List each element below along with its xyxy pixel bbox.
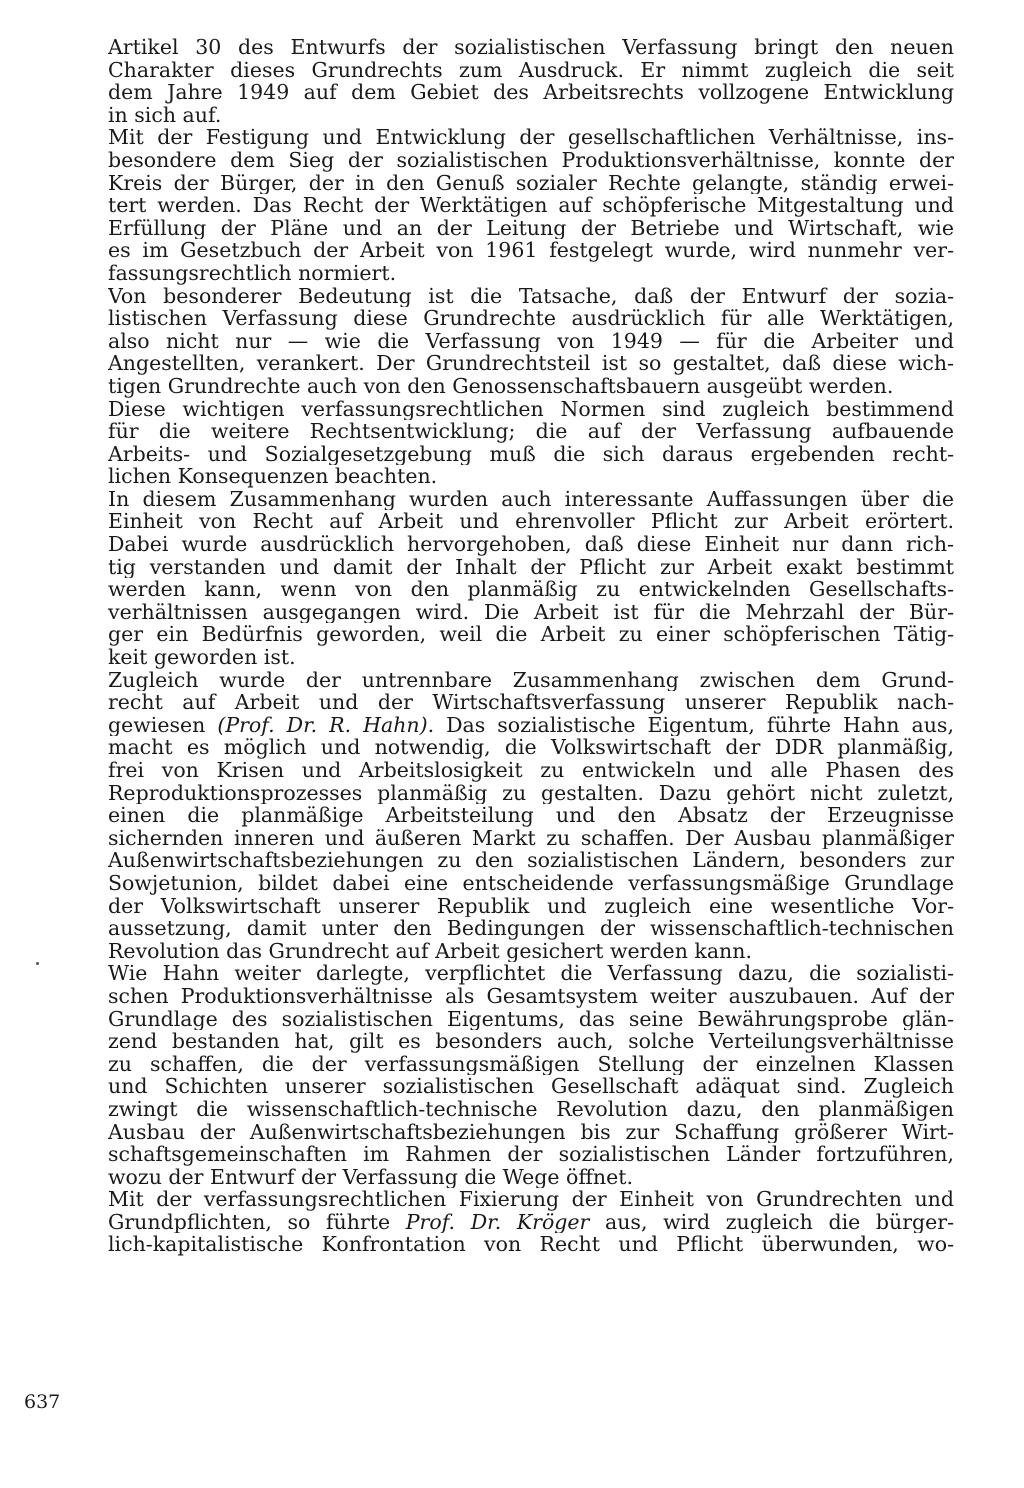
text-line: zu schaffen, die der verfassungsmäßigen Stellung der einzelnen Klassen: [108, 1052, 954, 1076]
text-segment: gewiesen: [108, 713, 218, 737]
text-line: macht es möglich und notwendig, die Volkswirtschaft der DDR planmäßig,: [108, 736, 954, 759]
paragraph-6: [108, 669, 954, 963]
text-line: schen Produktionsverhältnisse als Gesamtsystem weiter auszubauen. Auf der: [108, 984, 954, 1008]
text-line: lichen Konsequenzen beachten.: [108, 465, 438, 488]
text-line: schaftsgemeinschaften im Rahmen der sozialistischen Länder fortzuführen,: [108, 1143, 954, 1166]
text-line: zend bestanden hat, gilt es besonders auch, solche Verteilungsverhältnisse: [108, 1030, 954, 1053]
text-line: tig verstanden und damit der Inhalt der Pflicht zur Arbeit exakt bestimmt: [108, 555, 954, 579]
text-line: lich-kapitalistische Konfrontation von Recht und Pflicht überwunden, wo-: [108, 1233, 954, 1257]
text-line: Sowjetunion, bildet dabei eine entscheidende verfassungsmäßige Grundlage: [108, 871, 954, 895]
text-line: besondere dem Sieg der sozialistischen Produktionsverhältnisse, konnte der: [108, 148, 954, 172]
text-line: Charakter dieses Grundrechts zum Ausdruck. Er nimmt zugleich die seit: [108, 58, 954, 82]
paragraph-5: [108, 488, 954, 669]
page-number: 637: [24, 1391, 61, 1413]
text-line: es im Gesetzbuch der Arbeit von 1961 festgelegt wurde, wird nunmehr ver-: [108, 239, 954, 262]
text-line: wozu der Entwurf der Verfassung die Wege öffnet.: [108, 1165, 633, 1189]
text-line: Von besonderer Bedeutung ist die Tatsache, daß der Entwurf der sozia-: [108, 284, 954, 308]
paragraph-2: [108, 126, 954, 284]
text-line: Mit der verfassungsrechtlichen Fixierung der Einheit von Grundrechten und: [108, 1188, 954, 1211]
text-line-with-citation: [108, 714, 954, 737]
text-line: ger ein Bedürfnis geworden, weil die Arbeit zu einer schöpferischen Tätig-: [108, 623, 954, 647]
text-line: Reproduktionsprozesses planmäßig zu gestalten. Dazu gehört nicht zuletzt,: [108, 781, 954, 805]
text-line: fassungsrechtlich normiert.: [108, 261, 397, 285]
author-citation: Prof. Dr. Kröger: [405, 1210, 590, 1234]
text-line: frei von Krisen und Arbeitslosigkeit zu entwickeln und alle Phasen des: [108, 759, 954, 782]
text-line: zwingt die wissenschaftlich-technische Revolution dazu, den planmäßigen: [108, 1097, 954, 1121]
text-line: also nicht nur — wie die Verfassung von 1949 — für die Arbeiter und: [108, 329, 954, 353]
text-line: Artikel 30 des Entwurfs der sozialistischen Verfassung bringt den neuen: [108, 36, 954, 59]
paragraph-7: [108, 962, 954, 1188]
text-line: recht auf Arbeit und der Wirtschaftsverfassung unserer Republik nach-: [108, 691, 954, 714]
text-line: Außenwirtschaftsbeziehungen zu den sozialistischen Ländern, besonders zur: [108, 849, 954, 872]
text-line: für die weitere Rechtsentwicklung; die auf der Verfassung aufbauende: [108, 420, 954, 443]
text-line: Einheit von Recht auf Arbeit und ehrenvoller Pflicht zur Arbeit erörtert.: [108, 510, 954, 534]
text-line: und Schichten unserer sozialistischen Gesellschaft adäquat sind. Zugleich: [108, 1075, 954, 1098]
text-line: Revolution das Grundrecht auf Arbeit gesichert werden kann.: [108, 939, 752, 963]
text-line: sichernden inneren und äußeren Markt zu schaffen. Der Ausbau planmäßiger: [108, 826, 954, 850]
text-line: keit geworden ist.: [108, 646, 296, 669]
paragraph-4: [108, 398, 954, 488]
text-line: Dabei wurde ausdrücklich hervorgehoben, daß diese Einheit nur dann rich-: [108, 533, 954, 556]
text-line: Wie Hahn weiter darlegte, verpflichtet die Verfassung dazu, die sozialisti-: [108, 962, 954, 985]
paragraph-1: [108, 36, 954, 126]
page-body: [108, 36, 954, 1256]
text-line: Diese wichtigen verfassungsrechtlichen Normen sind zugleich bestimmend: [108, 397, 954, 421]
text-line: Arbeits- und Sozialgesetzgebung muß die sich daraus ergebenden recht-: [108, 442, 954, 466]
text-line: Zugleich wurde der untrennbare Zusammenhang zwischen dem Grund-: [108, 668, 954, 692]
paragraph-3: [108, 285, 954, 398]
text-line-with-citation: [108, 1211, 954, 1234]
text-line: In diesem Zusammenhang wurden auch interessante Auffassungen über die: [108, 487, 954, 511]
text-line: aussetzung, damit unter den Bedingungen der wissenschaftlich-technischen: [108, 917, 954, 940]
stray-mark: [36, 962, 39, 965]
text-segment: aus, wird zugleich die bürger-: [589, 1210, 954, 1234]
paragraph-8: [108, 1188, 954, 1256]
text-line: der Volkswirtschaft unserer Republik und zugleich eine wesentliche Vor-: [108, 894, 954, 918]
text-segment: Grundpflichten, so führte: [108, 1210, 406, 1234]
text-line: einen die planmäßige Arbeitsteilung und den Absatz der Erzeugnisse: [108, 804, 954, 827]
text-line: Ausbau der Außenwirtschaftsbeziehungen bis zur Schaffung größerer Wirt-: [108, 1120, 954, 1144]
text-line: listischen Verfassung diese Grundrechte ausdrücklich für alle Werktätigen,: [108, 307, 954, 330]
text-line: Mit der Festigung und Entwicklung der gesellschaftlichen Verhältnisse, ins-: [108, 126, 954, 149]
text-line: dem Jahre 1949 auf dem Gebiet des Arbeitsrechts vollzogene Entwicklung: [108, 81, 954, 104]
text-line: verhältnissen ausgegangen wird. Die Arbeit ist für die Mehrzahl der Bür-: [108, 600, 954, 624]
text-line: in sich auf.: [108, 103, 222, 127]
text-line: tigen Grundrechte auch von den Genossenschaftsbauern ausgeübt werden.: [108, 374, 894, 398]
author-citation: (Prof. Dr. R. Hahn).: [217, 713, 435, 737]
text-line: Grundlage des sozialistischen Eigentums, das seine Bewährungsprobe glän-: [108, 1007, 954, 1031]
text-segment: Das sozialistische Eigentum, führte Hahn aus,: [434, 713, 954, 737]
text-line: Kreis der Bürger, der in den Genuß sozialer Rechte gelangte, ständig erwei-: [108, 171, 954, 195]
text-line: tert werden. Das Recht der Werktätigen auf schöpferische Mitgestaltung und: [108, 194, 954, 217]
text-line: Erfüllung der Pläne und an der Leitung der Betriebe und Wirtschaft, wie: [108, 216, 954, 240]
text-line: werden kann, wenn von den planmäßig zu entwickelnden Gesellschafts-: [108, 578, 954, 601]
text-line: Angestellten, verankert. Der Grundrechtsteil ist so gestaltet, daß diese wich-: [108, 352, 954, 375]
